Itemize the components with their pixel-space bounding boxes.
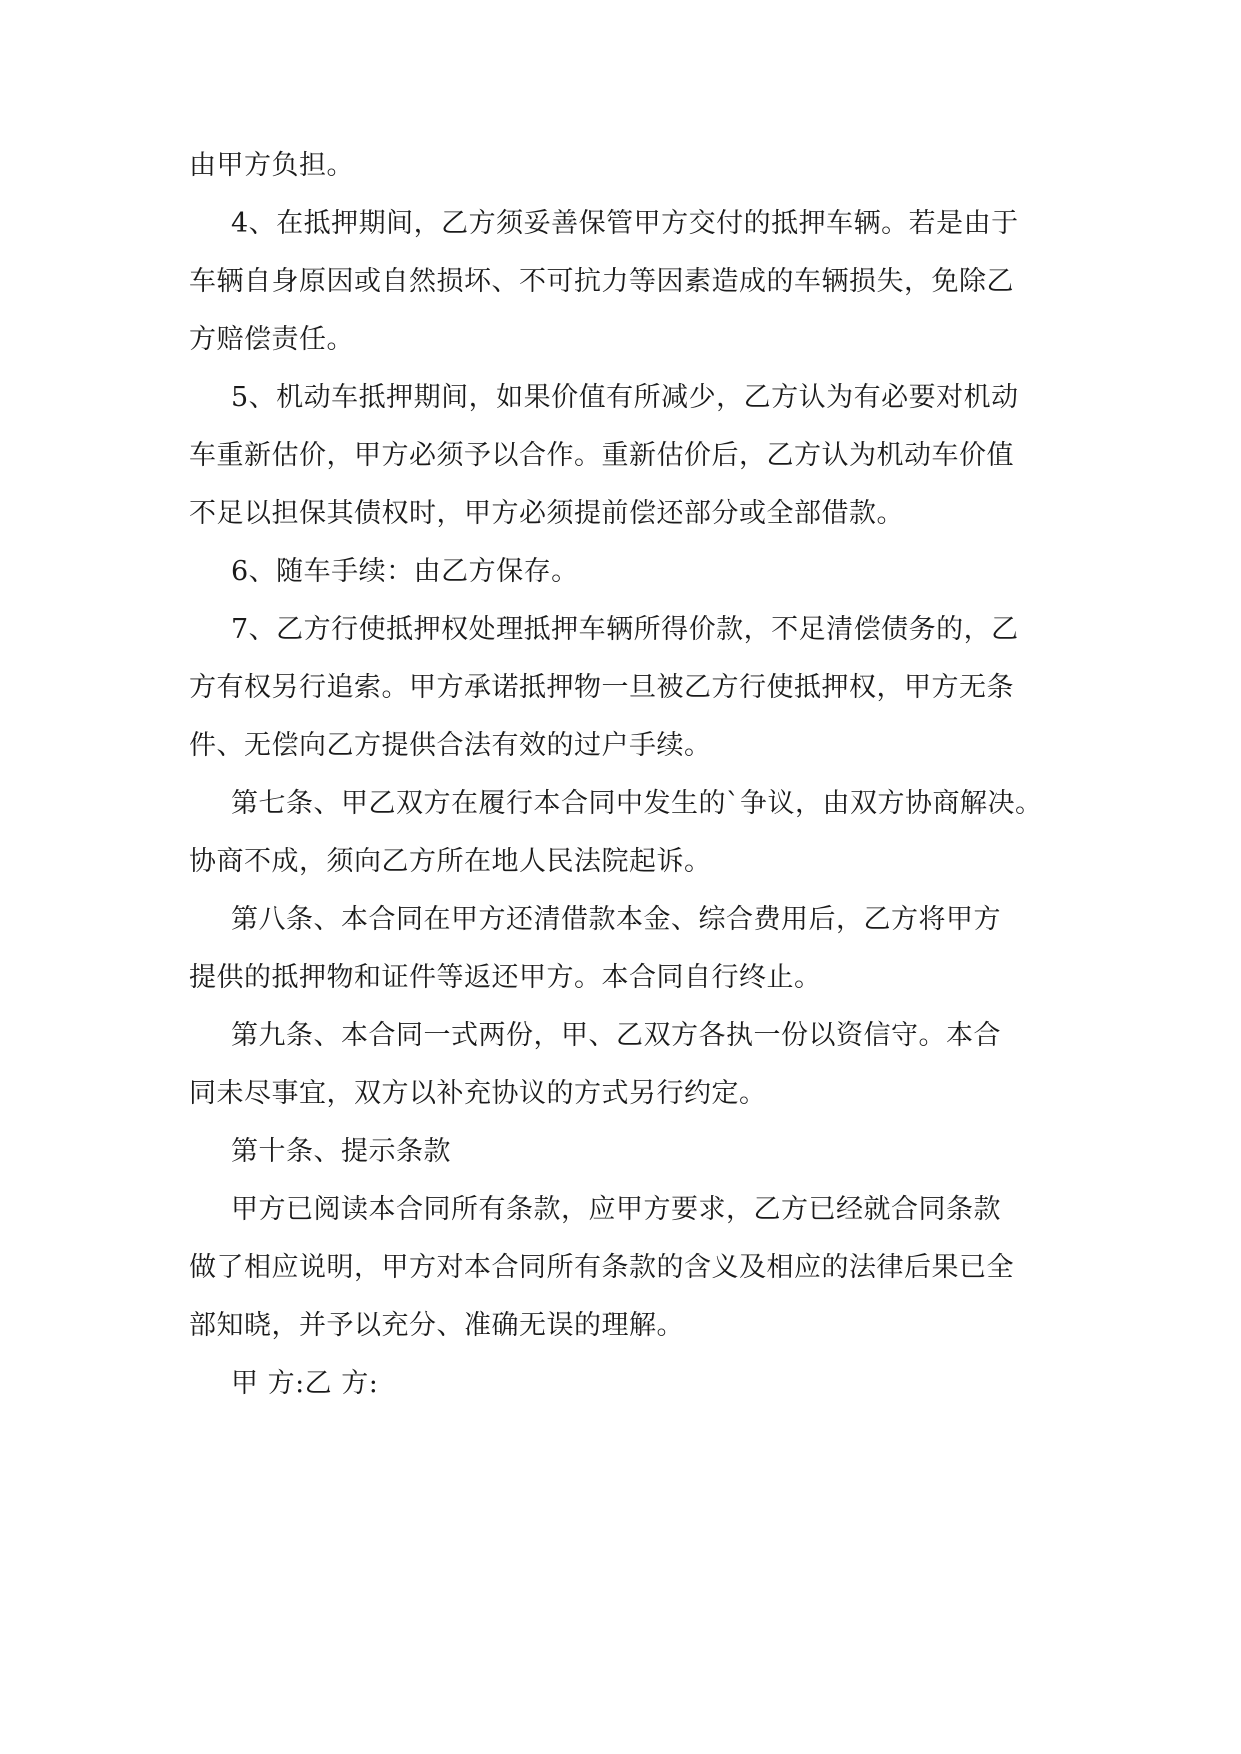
- clause-6-line-1: 6、随车手续：由乙方保存。: [231, 556, 579, 587]
- article-9-line-2: 同未尽事宜，双方以补充协议的方式另行约定。: [189, 1078, 767, 1109]
- clause-4-line-3: 方赔偿责任。: [189, 324, 354, 355]
- paragraph-continuation-line: 由甲方负担。: [189, 150, 354, 181]
- article-8-line-1: 第八条、本合同在甲方还清借款本金、综合费用后，乙方将甲方: [231, 904, 1001, 935]
- article-9-line-1: 第九条、本合同一式两份，甲、乙双方各执一份以资信守。本合: [231, 1020, 1001, 1051]
- clause-5-line-2: 车重新估价，甲方必须予以合作。重新估价后，乙方认为机动车价值: [189, 440, 1014, 471]
- clause-7-line-2: 方有权另行追索。甲方承诺抵押物一旦被乙方行使抵押权，甲方无条: [189, 672, 1014, 703]
- notice-line-1: 甲方已阅读本合同所有条款，应甲方要求，乙方已经就合同条款: [231, 1194, 1001, 1225]
- clause-5-line-3: 不足以担保其债权时，甲方必须提前偿还部分或全部借款。: [189, 498, 904, 529]
- clause-7-line-3: 件、无偿向乙方提供合法有效的过户手续。: [189, 730, 712, 761]
- article-8-line-2: 提供的抵押物和证件等返还甲方。本合同自行终止。: [189, 962, 822, 993]
- clause-4-line-2: 车辆自身原因或自然损坏、不可抗力等因素造成的车辆损失，免除乙: [189, 266, 1014, 297]
- notice-line-2: 做了相应说明，甲方对本合同所有条款的含义及相应的法律后果已全: [189, 1252, 1014, 1283]
- article-7-line-2: 协商不成，须向乙方所在地人民法院起诉。: [189, 846, 712, 877]
- clause-5-line-1: 5、机动车抵押期间，如果价值有所减少，乙方认为有必要对机动: [231, 382, 1019, 413]
- notice-line-3: 部知晓，并予以充分、准确无误的理解。: [189, 1310, 684, 1341]
- article-10-heading: 第十条、提示条款: [231, 1136, 451, 1167]
- clause-7-line-1: 7、乙方行使抵押权处理抵押车辆所得价款，不足清偿债务的，乙: [231, 614, 1019, 645]
- signature-line: 甲 方:乙 方:: [231, 1368, 379, 1399]
- clause-4-line-1: 4、在抵押期间，乙方须妥善保管甲方交付的抵押车辆。若是由于: [231, 208, 1019, 239]
- article-7-line-1: 第七条、甲乙双方在履行本合同中发生的`争议，由双方协商解决。: [231, 788, 1043, 819]
